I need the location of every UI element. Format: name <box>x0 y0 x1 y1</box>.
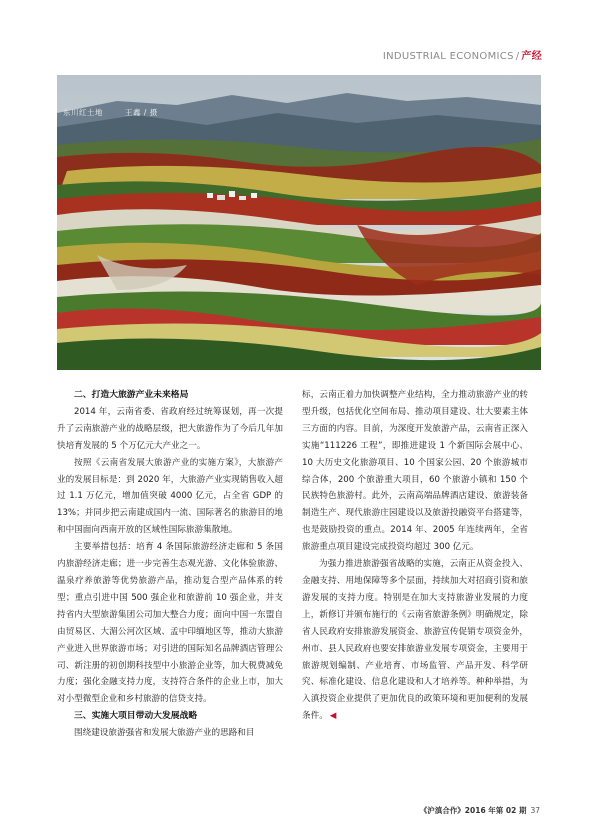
paragraph-text: 为强力推进旅游强省战略的实施，云南正从资金投入、金融支持、用地保障等多个层面，持续加大对招商引资和旅游发展的支持力度。特别是在加大支持旅游业发展的力度上，新修订并颁布施行的《云南省旅游条例》明确规定，除省人民政府安排旅游发展资金、旅游宣传促销专项资金外，州市、县人民政府也要安排旅游业发展专项资金，主要用于旅游规划编制、产业培育、市场监管、产品开发、科学研究、标准化建设、信息化建设和人才培养等。种种举措，为入滇投资企业提供了更加优良的政策环境和更加便利的发展条件。 <box>302 559 528 722</box>
section-name-en: INDUSTRIAL ECONOMICS <box>382 51 514 62</box>
right-column <box>302 387 528 725</box>
paragraph: 按照《云南省发展大旅游产业的实施方案》，大旅游产业的发展目标是：到 2020 年，大旅游产业实现销售收入超过 1.1 万亿元，增加值突破 4000 亿元，占全省 GDP 的 13%；并同步把云南建成国内一流、国际著名的旅游目的地和中国面向西南开放的区域性国际旅游集散地。 <box>57 457 283 536</box>
section-heading-3: 三、实施大项目带动大发展战略 <box>74 711 198 722</box>
section-heading-2: 二、打造大旅游产业未来格局 <box>74 390 189 400</box>
left-column <box>57 387 283 742</box>
terraced-fields-illustration <box>57 75 541 370</box>
paragraph-continued: 标，云南正着力加快调整产业结构，全力推动旅游产业的转型升级，包括优化空间布局、推动项目建设、壮大要素主体三方面的内容。目前，为深度开发旅游产品，云南省正深入实施“111226 工程”，即推进建设 1 个新国际会展中心、10 大历史文化旅游项目、10 个国家公园、20 个旅游城市综合体，200 个旅游重大项目，60 个旅游小镇和 150 个民族特色旅游村。此外，云南高端品牌酒店建设、旅游装备制造生产、现代旅游庄园建设以及旅游投融资平台搭建等，也是鼓励投资的重点。2014 年、2005 年连续两年，全省旅游重点项目建设完成投资均超过 300 亿元。 <box>302 390 528 553</box>
section-name-cn: 产经 <box>521 51 542 62</box>
running-header <box>383 47 542 62</box>
page-footer <box>420 805 540 816</box>
paragraph: 围绕建设旅游强省和发展大旅游产业的思路和目 <box>74 728 255 739</box>
photo-location: 东川红土地 <box>63 108 103 117</box>
page-number: 37 <box>530 806 540 815</box>
paragraph: 2014 年，云南省委、省政府经过统筹谋划，再一次提升了云南旅游产业的战略层级，把大旅游作为了今后几年加快培育发展的 5 个万亿元大产业之一。 <box>57 406 283 451</box>
paragraph <box>302 556 528 725</box>
end-mark-icon: ◀ <box>329 711 337 722</box>
header-separator: / <box>515 51 520 62</box>
magazine-issue: 《沪滇合作》2016 年第 02 期 <box>419 806 527 815</box>
photo-caption <box>63 107 158 118</box>
photo-credit: 王鑫 / 摄 <box>125 108 158 117</box>
paragraph: 主要举措包括：培育 4 条国际旅游经济走廊和 5 条国内旅游经济走廊；进一步完善生态观光游、文化体验旅游、温泉疗养旅游等优势旅游产品，推动复合型产品体系的转型；重点引进中国 500 强企业和旅游前 10 强企业，并支持省内大型旅游集团公司加大整合力度；面向中国一东盟自由贸易区、大湄公河次区域、孟中印缅地区等，推动大旅游产业进入世界旅游市场；对引进的国际知名品牌酒店管理公司、新注册的初创期科技型中小旅游企业等，加大税费减免力度；强化金融支持力度，支持符合条件的企业上市，加大对小型微型企业和乡村旅游的信贷支持。 <box>57 542 283 705</box>
landscape-photo <box>57 75 541 370</box>
